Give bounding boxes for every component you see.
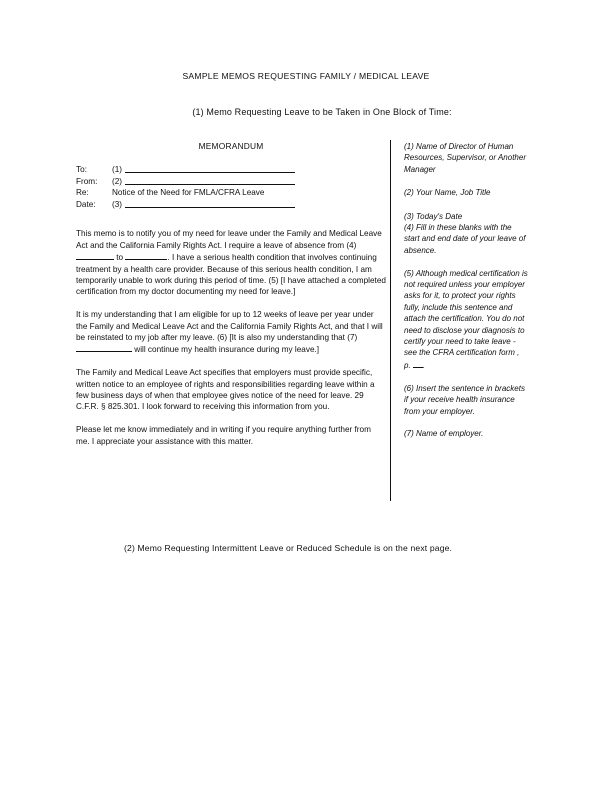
memo-re-label: Re: [76,188,89,198]
memo-re-text: Notice of the Need for FMLA/CFRA Leave [112,188,265,198]
p1-text-b: . I have a serious health condition that involves continuing treatment by a health care provider. Because of this serious health condition, I am temporarily unable to work during this period of time. (5) [I have attached a completed certification from my doctor documenting my need for leave.] [76,253,386,297]
memo-date-blank [125,199,295,208]
memo-from-number: (2) [112,176,123,186]
employer-name-blank [76,343,132,352]
memo-date-row [76,199,386,211]
memo-heading: MEMORANDUM [198,141,264,151]
p1-text-a: This memo is to notify you of my need for leave under the Family and Medical Leave Act and the California Family Rights Act. I require a leave of absence from (4) [76,229,382,250]
memo-from-blank [125,176,295,185]
memo-date-number: (3) [112,199,123,209]
memo-paragraph-2 [76,309,386,356]
memo-re-row [76,187,386,199]
memo-paragraph-3: The Family and Medical Leave Act specifies that employers must provide specific, written notice to an employee of rights and responsibilities regarding leave within a few business days of when that employee gives notice of the need for leave. 29 C.F.R. § 825.301. I look forward to receiving this information from you. [76,368,375,412]
memo-paragraph-4: Please let me know immediately and in writing if you require anything further from me. I appreciate your assistance with this matter. [76,425,371,446]
leave-end-blank [125,251,167,260]
memo-to-row [76,164,386,176]
note-5-text-b: . [422,360,426,370]
note-7: (7) Name of employer. [404,429,484,439]
p2-text-a: It is my understanding that I am eligible for up to 12 weeks of leave per year under the Family and Medical Leave Act and the California Family Rights Act, and that I will be reinstated to my job after my leave. (6) [It is also my understanding that (7) [76,310,383,343]
note-3: (3) Today's Date [404,211,463,221]
memo-to-blank [125,164,295,173]
memo-paragraph-1 [76,228,386,297]
next-page-note: (2) Memo Requesting Intermittent Leave or Reduced Schedule is on the next page. [124,543,453,553]
memo-to-number: (1) [112,165,123,175]
note-5-text-a: (5) Although medical certification is not required unless your employer asks for it, to protect your rights fully, include this sentence and attach the certification. You do not need to disclose your diagnosis to certify your need to take leave - see the CFRA certification form , p. [404,268,528,370]
note-6: (6) Insert the sentence in brackets if your receive health insurance from your employer. [404,383,525,416]
section-subtitle: (1) Memo Requesting Leave to be Taken in One Block of Time: [192,107,452,117]
p2-text-b: will continue my health insurance during my leave.] [134,345,320,355]
p1-to: to [116,253,124,263]
note-2: (2) Your Name, Job Title [404,188,491,198]
page-number-blank [413,359,426,370]
leave-start-blank [76,251,114,260]
memo-from-row [76,176,386,188]
column-divider [390,140,391,501]
memo-body [76,141,386,458]
note-5 [404,268,528,372]
note-4: (4) Fill in these blanks with the start and end date of your leave of absence. [404,223,526,255]
document-title: SAMPLE MEMOS REQUESTING FAMILY / MEDICAL LEAVE [182,71,430,81]
memo-to-label: To: [76,165,87,175]
memo-date-label: Date: [76,199,96,209]
note-1: (1) Name of Director of Human Resources, Supervisor, or Another Manager [404,142,526,174]
instructions-column [404,141,528,440]
memo-from-label: From: [76,176,98,186]
